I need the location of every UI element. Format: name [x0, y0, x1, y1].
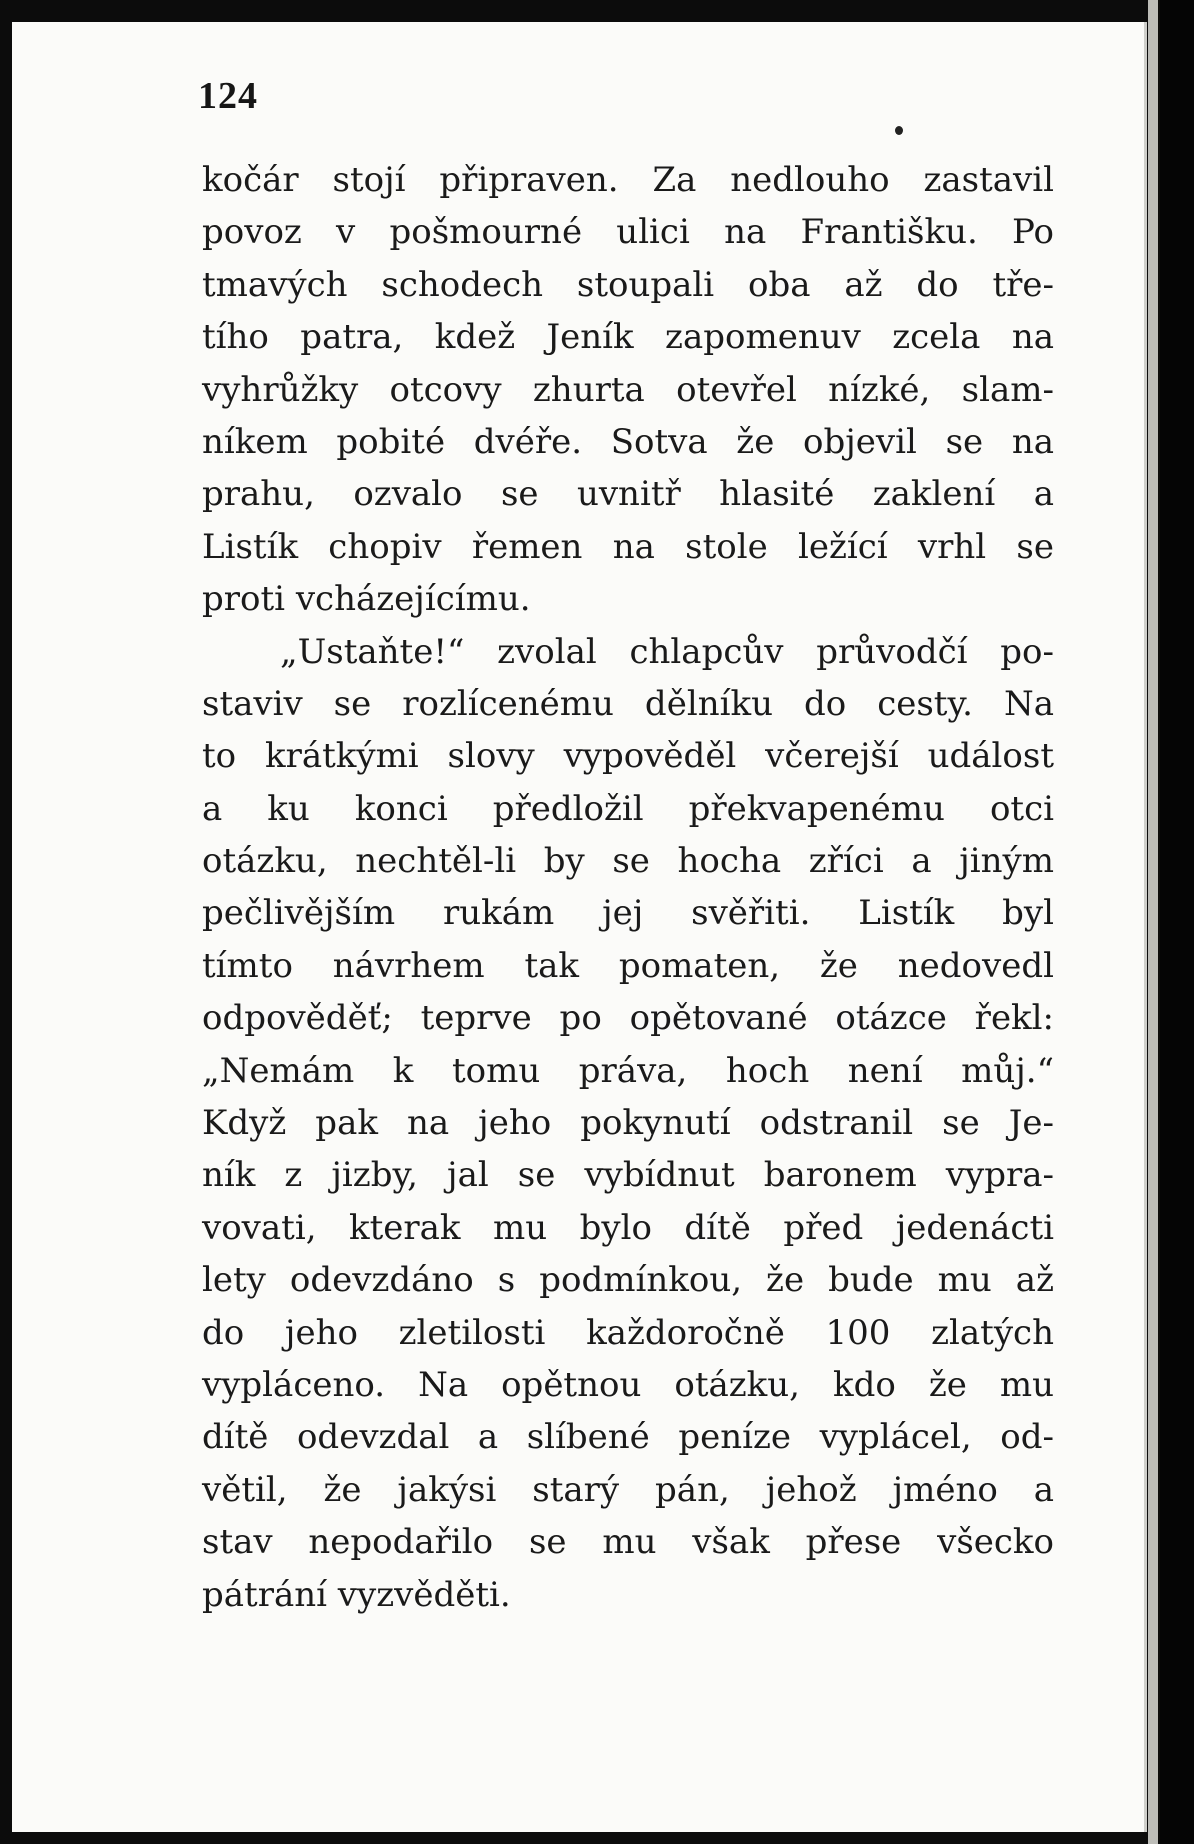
text-line: „Nemám k tomu práva, hoch není můj.“ [202, 1050, 1054, 1091]
text-line: Listík chopiv řemen na stole ležící vrhl se [202, 526, 1054, 567]
scan-border [1160, 0, 1194, 1844]
text-line: povoz v pošmourné ulici na Františku. Po [202, 212, 1054, 253]
text-line: „Ustaňte!“ zvolal chlapcův průvodčí po- [280, 631, 1054, 672]
text-line: tího patra, kdež Jeník zapomenuv zcela na [202, 317, 1054, 358]
text-line: a ku konci předložil překvapenému otci [202, 788, 1054, 829]
text-line: vovati, kterak mu bylo dítě před jedenácti [202, 1207, 1054, 1248]
text-line: lety odevzdáno s podmínkou, že bude mu až [202, 1260, 1054, 1301]
text-line: staviv se rozlícenému dělníku do cesty. Na [202, 683, 1054, 724]
text-line: prahu, ozvalo se uvnitř hlasité zaklení a [202, 474, 1054, 515]
paragraph-end-line: pátrání vyzvěděti. [202, 1574, 511, 1615]
text-line: pečlivějším rukám jej svěřiti. Listík byl [202, 893, 1054, 934]
paragraph-end-line: proti vcházejícímu. [202, 579, 531, 620]
text-line: tímto návrhem tak pomaten, že nedovedl [202, 945, 1054, 986]
text-line: stav nepodařilo se mu však přese všecko [202, 1522, 1054, 1563]
text-line: to krátkými slovy vypověděl včerejší událost [202, 736, 1054, 777]
text-line: kočár stojí připraven. Za nedlouho zastavil [202, 160, 1054, 200]
text-line: vyhrůžky otcovy zhurta otevřel nízké, slam- [202, 369, 1054, 410]
text-line: větil, že jakýsi starý pán, jehož jméno a [202, 1469, 1054, 1510]
book-page [12, 22, 1147, 1832]
text-line: níkem pobité dvéře. Sotva že objevil se na [202, 421, 1054, 462]
text-line: vypláceno. Na opětnou otázku, kdo že mu [202, 1364, 1054, 1405]
text-line: otázku, nechtěl-li by se hocha zříci a jiným [202, 841, 1054, 882]
text-line: dítě odevzdal a slíbené peníze vyplácel, od- [202, 1417, 1054, 1458]
text-line: ník z jizby, jal se vybídnut baronem vypra- [202, 1155, 1054, 1196]
text-line: tmavých schodech stoupali oba až do tře- [202, 264, 1054, 305]
page-number: 124 [198, 75, 258, 117]
text-line: odpověděť; teprve po opětované otázce řekl: [202, 998, 1054, 1039]
text-line: do jeho zletilosti každoročně 100 zlatých [202, 1312, 1054, 1353]
text-line: Když pak na jeho pokynutí odstranil se Je- [202, 1103, 1054, 1144]
ink-speck [895, 126, 903, 135]
page-edge-shadow [1148, 0, 1158, 1844]
body-text [202, 154, 1054, 1621]
